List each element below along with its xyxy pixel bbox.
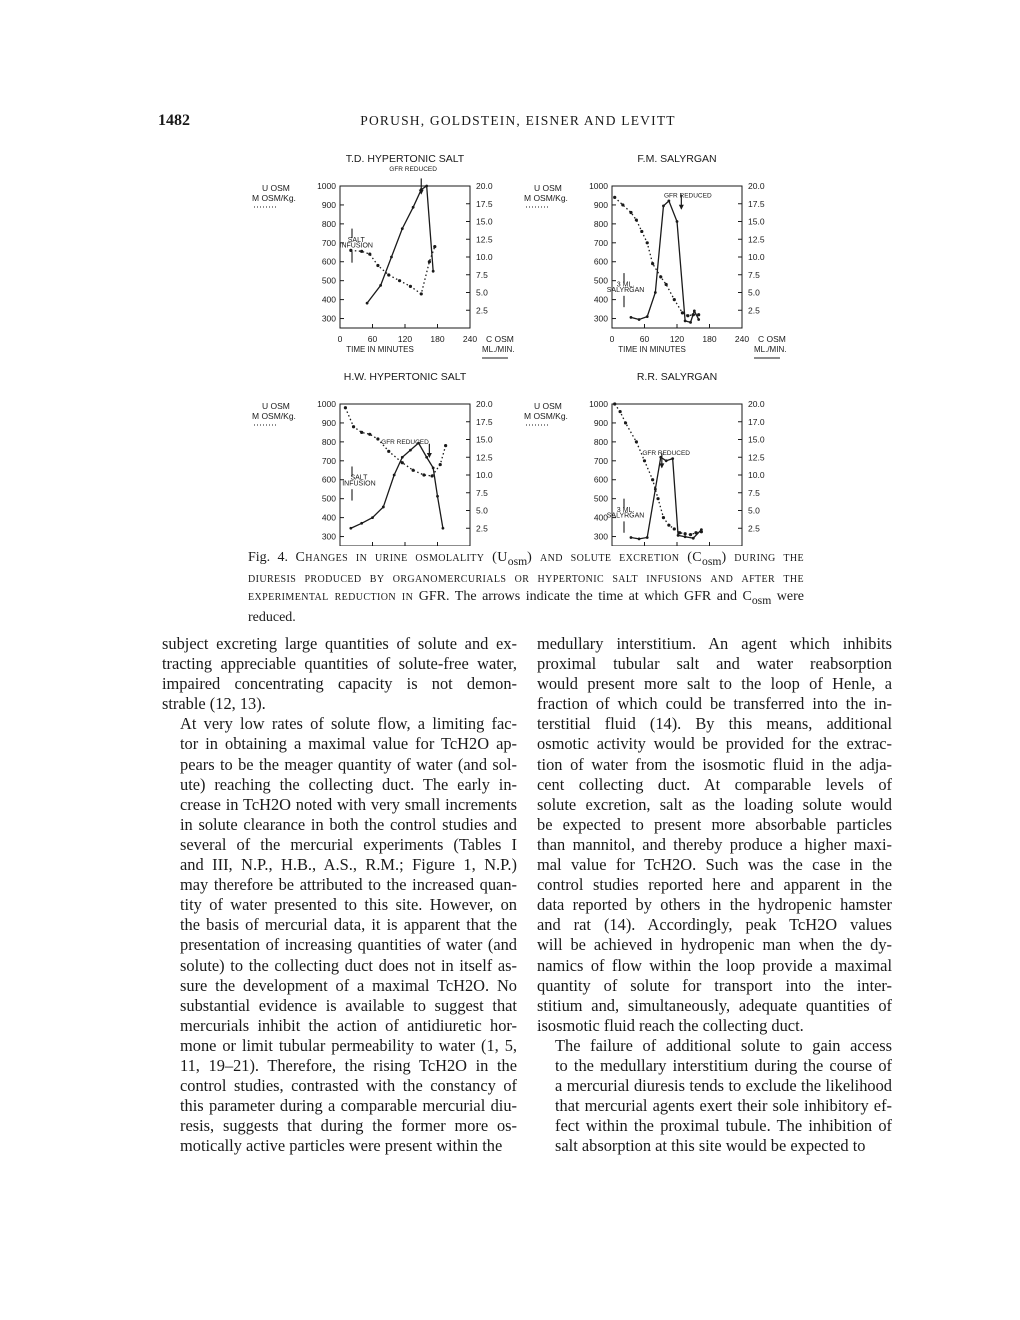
right-tick-label: 5.0 xyxy=(476,505,488,516)
left-tick-label: 300 xyxy=(321,313,336,324)
right-tick-label: 15.0 xyxy=(748,216,765,227)
right-tick-label: 20.0 xyxy=(476,181,493,191)
text-line: tity of water presented to this site. However, on xyxy=(180,895,517,915)
annotation-gfr-reduced: GFR REDUCED xyxy=(381,438,429,446)
text-line: namics of flow within the loop provide a maximal xyxy=(537,955,892,975)
data-point-c-osm xyxy=(654,488,657,491)
x-tick-label: 120 xyxy=(669,334,685,344)
data-point-c-osm xyxy=(667,200,670,203)
data-point-c-osm xyxy=(432,270,435,273)
data-point-c-osm xyxy=(697,318,700,321)
data-point-c-osm xyxy=(390,256,393,259)
left-tick-label: 700 xyxy=(321,237,336,248)
data-point-u-osm xyxy=(635,440,638,443)
text-line: will be achieved in hydropenic man when the dy- xyxy=(537,935,892,955)
data-point-u-osm xyxy=(368,253,371,256)
data-point-c-osm xyxy=(684,535,687,538)
data-point-c-osm xyxy=(646,315,649,318)
text-line: medullary interstitium. An agent which inhibits xyxy=(537,634,892,653)
right-tick-label: 5.0 xyxy=(476,287,488,298)
data-point-u-osm xyxy=(430,474,433,477)
caption-sub-1: osm xyxy=(507,554,528,568)
text-line: this parameter during a comparable mercurial diu- xyxy=(180,1096,517,1116)
text-line: presentation of increasing quantities of water (and xyxy=(180,935,517,955)
left-tick-label: 400 xyxy=(593,512,608,523)
data-point-c-osm xyxy=(693,310,696,313)
chart-panel-1 xyxy=(252,153,514,358)
text-line: terstitial fluid (14). By this means, additional xyxy=(537,714,892,734)
data-point-c-osm xyxy=(360,522,363,525)
data-point-u-osm xyxy=(635,218,638,221)
data-point-u-osm xyxy=(420,292,423,295)
text-line: several of the mercurial experiments (Tables I xyxy=(180,834,517,854)
left-tick-label: 1000 xyxy=(317,181,336,191)
left-axis-label: U OSM xyxy=(262,401,290,411)
data-point-u-osm xyxy=(360,250,363,253)
left-tick-label: 800 xyxy=(593,436,608,447)
left-tick-label: 1000 xyxy=(589,399,608,409)
left-tick-label: 500 xyxy=(321,275,336,286)
data-point-c-osm xyxy=(665,459,668,462)
left-tick-label: 700 xyxy=(593,237,608,248)
x-axis-title: TIME IN MINUTES xyxy=(346,345,414,354)
data-point-u-osm xyxy=(613,196,616,199)
data-point-c-osm xyxy=(412,206,415,209)
data-point-u-osm xyxy=(428,260,431,263)
left-tick-label: 400 xyxy=(593,294,608,305)
series-line-c-osm xyxy=(631,201,699,322)
right-tick-label: 10.0 xyxy=(748,470,765,480)
data-point-c-osm xyxy=(442,527,445,530)
figure-4 xyxy=(240,148,810,546)
right-tick-label: 2.5 xyxy=(476,523,488,534)
x-tick-label: 180 xyxy=(430,334,445,344)
text-line: stitium and, simultaneously, adequate quantities of xyxy=(537,995,892,1015)
data-point-c-osm xyxy=(646,536,649,539)
left-tick-label: 600 xyxy=(321,256,336,267)
annotation-agent: INFUSION xyxy=(342,480,376,488)
left-tick-label: 700 xyxy=(593,455,608,466)
data-point-c-osm xyxy=(671,457,674,460)
data-point-u-osm xyxy=(681,311,684,314)
text-line: may therefore be attributed to the increased quan- xyxy=(180,875,517,895)
data-point-c-osm xyxy=(436,495,439,498)
right-tick-label: 20.0 xyxy=(748,399,765,409)
data-point-c-osm xyxy=(676,220,679,223)
data-point-u-osm xyxy=(667,524,670,527)
chart-title: H.W. HYPERTONIC SALT xyxy=(343,371,467,383)
left-axis-label: M OSM/Kg. xyxy=(524,193,568,203)
series-line-u-osm xyxy=(615,197,699,315)
gfr-arrow-head xyxy=(679,205,684,210)
text-line: mal value for TcH2O. Such was the case in the xyxy=(537,855,892,875)
text-line: 11, 19–21). Therefore, the rising TcH2O in the xyxy=(180,1055,517,1075)
left-tick-label: 900 xyxy=(321,199,336,210)
right-tick-label: 17.5 xyxy=(476,416,493,427)
annotation-agent: INFUSION xyxy=(339,242,373,250)
data-point-c-osm xyxy=(393,474,396,477)
right-tick-label: 2.5 xyxy=(476,305,488,316)
text-line: osmotic activity would be provided for the extrac- xyxy=(537,734,892,754)
paragraph xyxy=(537,634,892,1036)
text-line: mone or limit tubular permeability to water (1, 5, xyxy=(180,1035,517,1055)
data-point-u-osm xyxy=(643,459,646,462)
caption-body-1: Changes in urine osmolality (U xyxy=(295,550,508,565)
text-line: subject excreting large quantities of solute and ex- xyxy=(162,634,517,653)
data-point-u-osm xyxy=(651,478,654,481)
x-tick-label: 0 xyxy=(609,334,615,344)
chart-title: T.D. HYPERTONIC SALT xyxy=(345,153,465,165)
series-line-c-osm xyxy=(631,457,701,539)
right-tick-label: 7.5 xyxy=(748,487,760,498)
paragraph xyxy=(537,1036,892,1157)
left-axis-label: M OSM/Kg. xyxy=(252,411,296,421)
data-point-u-osm xyxy=(624,421,627,424)
data-point-u-osm xyxy=(344,406,347,409)
x-tick-label: 120 xyxy=(397,334,413,344)
data-point-u-osm xyxy=(686,314,689,317)
text-line: proximal tubular salt and water reabsorption xyxy=(537,654,892,674)
data-point-c-osm xyxy=(382,506,385,509)
data-point-c-osm xyxy=(425,185,428,188)
text-line: sure the development of a maximal TcH2O. No xyxy=(180,975,517,995)
x-tick-label: 60 xyxy=(367,334,378,344)
text-line: isosmotic fluid reach the collecting duct. xyxy=(537,1015,804,1035)
right-axis-label: ML./MIN. xyxy=(754,345,787,354)
annotation-agent: 3 ML. xyxy=(616,506,635,514)
annotation-gfr-reduced: GFR REDUCED xyxy=(663,192,712,200)
data-point-c-osm xyxy=(689,321,692,324)
text-line: and rat (14). Accordingly, peak TcH2O values xyxy=(537,915,892,935)
left-column xyxy=(162,634,517,1156)
data-point-u-osm xyxy=(673,527,676,530)
text-line: quantity of solute for transport into the inter- xyxy=(537,975,892,995)
right-axis-label: C OSM xyxy=(758,334,786,344)
text-line: pears to be the meager quantity of water (and sol- xyxy=(180,754,517,774)
left-tick-label: 1000 xyxy=(589,181,608,191)
right-tick-label: 2.5 xyxy=(748,523,760,534)
data-point-u-osm xyxy=(398,279,401,282)
data-point-u-osm xyxy=(619,410,622,413)
data-point-c-osm xyxy=(700,528,703,531)
right-tick-label: 17.0 xyxy=(748,416,765,427)
left-tick-label: 900 xyxy=(593,199,608,210)
right-tick-label: 5.0 xyxy=(748,505,760,516)
data-point-u-osm xyxy=(387,450,390,453)
left-tick-label: 800 xyxy=(321,218,336,229)
caption-body-5: were reduced. xyxy=(248,588,804,626)
x-tick-label: 180 xyxy=(702,334,717,344)
right-tick-label: 17.5 xyxy=(476,198,493,209)
left-tick-label: 400 xyxy=(321,512,336,523)
data-point-c-osm xyxy=(401,227,404,230)
data-point-u-osm xyxy=(433,245,436,248)
text-line: strable (12, 13). xyxy=(162,694,266,714)
right-tick-label: 12.5 xyxy=(748,234,765,245)
running-header xyxy=(158,112,878,134)
data-point-u-osm xyxy=(376,264,379,267)
data-point-u-osm xyxy=(376,437,379,440)
right-tick-label: 12.5 xyxy=(476,452,493,463)
text-line: in solute clearance in both the control studies and xyxy=(180,814,517,834)
right-tick-label: 10.0 xyxy=(476,252,493,262)
text-line: control studies, contrasted with the constancy of xyxy=(180,1076,517,1096)
data-point-c-osm xyxy=(409,449,412,452)
text-line: salt absorption at this site would be expected to xyxy=(555,1136,866,1156)
data-point-u-osm xyxy=(689,533,692,536)
right-tick-label: 12.5 xyxy=(476,234,493,245)
text-line: data reported by others in the hydropenic hamster xyxy=(537,895,892,915)
data-point-c-osm xyxy=(371,516,374,519)
text-line: than mannitol, and thereby produce a higher maxi- xyxy=(537,834,892,854)
right-tick-label: 2.5 xyxy=(748,305,760,316)
annotation-agent: 3 ML. xyxy=(616,281,635,289)
right-tick-label: 7.5 xyxy=(748,269,760,280)
caption-label: Fig. 4. xyxy=(248,550,289,565)
x-tick-label: 0 xyxy=(337,334,343,344)
data-point-c-osm xyxy=(684,320,687,323)
annotation-agent: SALT xyxy=(350,474,368,482)
figure-caption xyxy=(248,549,804,627)
caption-body-2: ) and solute excretion (C xyxy=(527,550,703,565)
text-line: solute) to the collecting duct does not in itself as- xyxy=(180,955,517,975)
right-tick-label: 20.0 xyxy=(476,399,493,409)
text-line: and III, N.P., H.B., A.S., R.M.; Figure 1, N.P.) xyxy=(180,855,517,875)
data-point-c-osm xyxy=(638,318,641,321)
right-column xyxy=(537,634,892,1156)
text-line: tracting appreciable quantities of solute-free water, xyxy=(162,654,517,674)
left-tick-label: 900 xyxy=(321,417,336,428)
data-point-c-osm xyxy=(425,456,428,459)
text-line: fect within the proximal tubule. The inhibition of xyxy=(555,1116,892,1136)
data-point-u-osm xyxy=(387,273,390,276)
data-point-u-osm xyxy=(651,262,654,265)
left-tick-label: 900 xyxy=(593,417,608,428)
right-axis-label: C OSM xyxy=(486,334,514,344)
chart-panel-3 xyxy=(252,371,514,546)
data-point-u-osm xyxy=(662,516,665,519)
text-line: to the medullary interstitium during the course of xyxy=(555,1055,892,1075)
left-tick-label: 700 xyxy=(321,455,336,466)
text-line: control studies reported here and apparent in the xyxy=(537,875,892,895)
left-tick-label: 600 xyxy=(593,256,608,267)
right-tick-label: 7.5 xyxy=(476,487,488,498)
paragraph xyxy=(162,714,517,1156)
right-tick-label: 15.0 xyxy=(476,434,493,445)
text-line: be expected to present more absorbable particles xyxy=(537,814,892,834)
data-point-u-osm xyxy=(409,285,412,288)
data-point-u-osm xyxy=(368,433,371,436)
data-point-c-osm xyxy=(630,536,633,539)
data-point-u-osm xyxy=(352,425,355,428)
data-point-u-osm xyxy=(684,532,687,535)
left-tick-label: 300 xyxy=(593,313,608,324)
data-point-u-osm xyxy=(629,211,632,214)
text-line: would present more salt to the loop of Henle, a xyxy=(537,674,892,694)
data-point-u-osm xyxy=(665,283,668,286)
data-point-u-osm xyxy=(412,469,415,472)
text-line: the basis of mercurial data, it is apparent that the xyxy=(180,915,517,935)
caption-sub-2: osm xyxy=(702,554,722,568)
right-tick-label: 5.0 xyxy=(748,287,760,298)
data-point-u-osm xyxy=(640,230,643,233)
data-point-u-osm xyxy=(659,275,662,278)
data-point-c-osm xyxy=(654,291,657,294)
left-tick-label: 400 xyxy=(321,294,336,305)
left-axis-label: M OSM/Kg. xyxy=(252,193,296,203)
left-tick-label: 300 xyxy=(593,531,608,542)
text-line: mercurials inhibit the action of antidiuretic hor- xyxy=(180,1015,517,1035)
data-point-u-osm xyxy=(401,461,404,464)
x-tick-label: 60 xyxy=(639,334,650,344)
text-line: tor in obtaining a maximal value for TcH2O ap- xyxy=(180,734,517,754)
figure-4-charts xyxy=(240,148,810,546)
left-axis-label: U OSM xyxy=(534,183,562,193)
plot-frame xyxy=(612,186,742,328)
chart-panel-2 xyxy=(524,153,786,358)
right-axis-label: ML./MIN. xyxy=(482,345,515,354)
text-line: crease in TcH2O noted with very small increments xyxy=(180,794,517,814)
annotation-agent: SALYRGAN xyxy=(606,287,645,295)
left-axis-label: U OSM xyxy=(262,183,290,193)
data-point-u-osm xyxy=(621,203,624,206)
right-tick-label: 7.5 xyxy=(476,269,488,280)
right-tick-label: 17.5 xyxy=(748,198,765,209)
text-line: The failure of additional solute to gain access xyxy=(555,1035,892,1055)
chart-panel-4 xyxy=(524,371,786,546)
gfr-arrow-head xyxy=(659,463,664,468)
data-point-c-osm xyxy=(401,456,404,459)
right-tick-label: 12.5 xyxy=(748,452,765,463)
text-line: substantial evidence is available to suggest that xyxy=(180,995,517,1015)
annotation-agent: SALYRGAN xyxy=(606,512,645,520)
left-tick-label: 1000 xyxy=(317,399,336,409)
data-point-c-osm xyxy=(349,527,352,530)
data-point-c-osm xyxy=(630,316,633,319)
caption-sub-3: osm xyxy=(751,593,772,607)
x-tick-label: 240 xyxy=(462,334,478,344)
text-line: impaired concentrating capacity is not demon- xyxy=(162,674,517,694)
text-line: that mercurial agents exert their sole inhibitory ef- xyxy=(555,1096,892,1116)
caption-body-3: ) during the diuresis produced by organomercurials or hypertonic salt infusions and after the experimental reduction in xyxy=(248,550,804,604)
x-tick-label: 240 xyxy=(734,334,750,344)
caption-body-4: GFR. The arrows indicate the time at which GFR and C xyxy=(418,588,752,604)
right-tick-label: 20.0 xyxy=(748,181,765,191)
text-line: solute excretion, salt as the loading solute would xyxy=(537,794,892,814)
left-axis-label: U OSM xyxy=(534,401,562,411)
left-tick-label: 800 xyxy=(593,218,608,229)
data-point-u-osm xyxy=(656,497,659,500)
right-tick-label: 10.0 xyxy=(476,470,493,480)
text-line: cent collecting duct. At comparable levels of xyxy=(537,774,892,794)
text-line: fraction of which could be transferred into the in- xyxy=(537,694,892,714)
data-point-c-osm xyxy=(677,534,680,537)
left-tick-label: 500 xyxy=(321,493,336,504)
data-point-u-osm xyxy=(646,241,649,244)
data-point-u-osm xyxy=(360,431,363,434)
x-axis-title: TIME IN MINUTES xyxy=(618,345,686,354)
plot-frame xyxy=(340,186,470,328)
annotation-gfr-reduced: GFR REDUCED xyxy=(389,165,437,173)
annotation-agent: SALT xyxy=(347,236,365,244)
text-line: resis, suggests that during the former more os- xyxy=(180,1116,517,1136)
left-tick-label: 600 xyxy=(593,474,608,485)
data-point-c-osm xyxy=(379,284,382,287)
data-point-u-osm xyxy=(422,473,425,476)
right-tick-label: 15.0 xyxy=(476,216,493,227)
right-tick-label: 15.0 xyxy=(748,434,765,445)
left-tick-label: 500 xyxy=(593,493,608,504)
data-point-c-osm xyxy=(638,538,641,541)
data-point-c-osm xyxy=(662,204,665,207)
data-point-c-osm xyxy=(432,467,435,470)
text-line: ute) reaching the collecting duct. The early in- xyxy=(180,774,517,794)
text-line: At very low rates of solute flow, a limiting fac- xyxy=(180,714,517,734)
data-point-c-osm xyxy=(692,537,695,540)
data-point-u-osm xyxy=(439,463,442,466)
chart-title: F.M. SALYRGAN xyxy=(637,153,717,165)
left-axis-label: M OSM/Kg. xyxy=(524,411,568,421)
left-tick-label: 600 xyxy=(321,474,336,485)
annotation-gfr-reduced: GFR REDUCED xyxy=(642,450,691,458)
data-point-c-osm xyxy=(366,302,369,305)
data-point-u-osm xyxy=(613,402,616,405)
data-point-u-osm xyxy=(444,444,447,447)
right-tick-label: 10.0 xyxy=(748,252,765,262)
left-tick-label: 800 xyxy=(321,436,336,447)
data-point-u-osm xyxy=(673,298,676,301)
series-line-c-osm xyxy=(367,186,433,303)
page-number: 1482 xyxy=(158,112,190,129)
left-tick-label: 300 xyxy=(321,531,336,542)
text-line: a mercurial diuresis tends to exclude the likelihood xyxy=(555,1076,892,1096)
left-tick-label: 500 xyxy=(593,275,608,286)
chart-title: R.R. SALYRGAN xyxy=(636,371,718,383)
running-title: PORUSH, GOLDSTEIN, EISNER AND LEVITT xyxy=(360,113,676,128)
paragraph xyxy=(162,634,517,714)
text-line: motically active particles were present within the xyxy=(180,1136,503,1156)
text-line: tion of water from the isosmotic fluid in the adja- xyxy=(537,754,892,774)
